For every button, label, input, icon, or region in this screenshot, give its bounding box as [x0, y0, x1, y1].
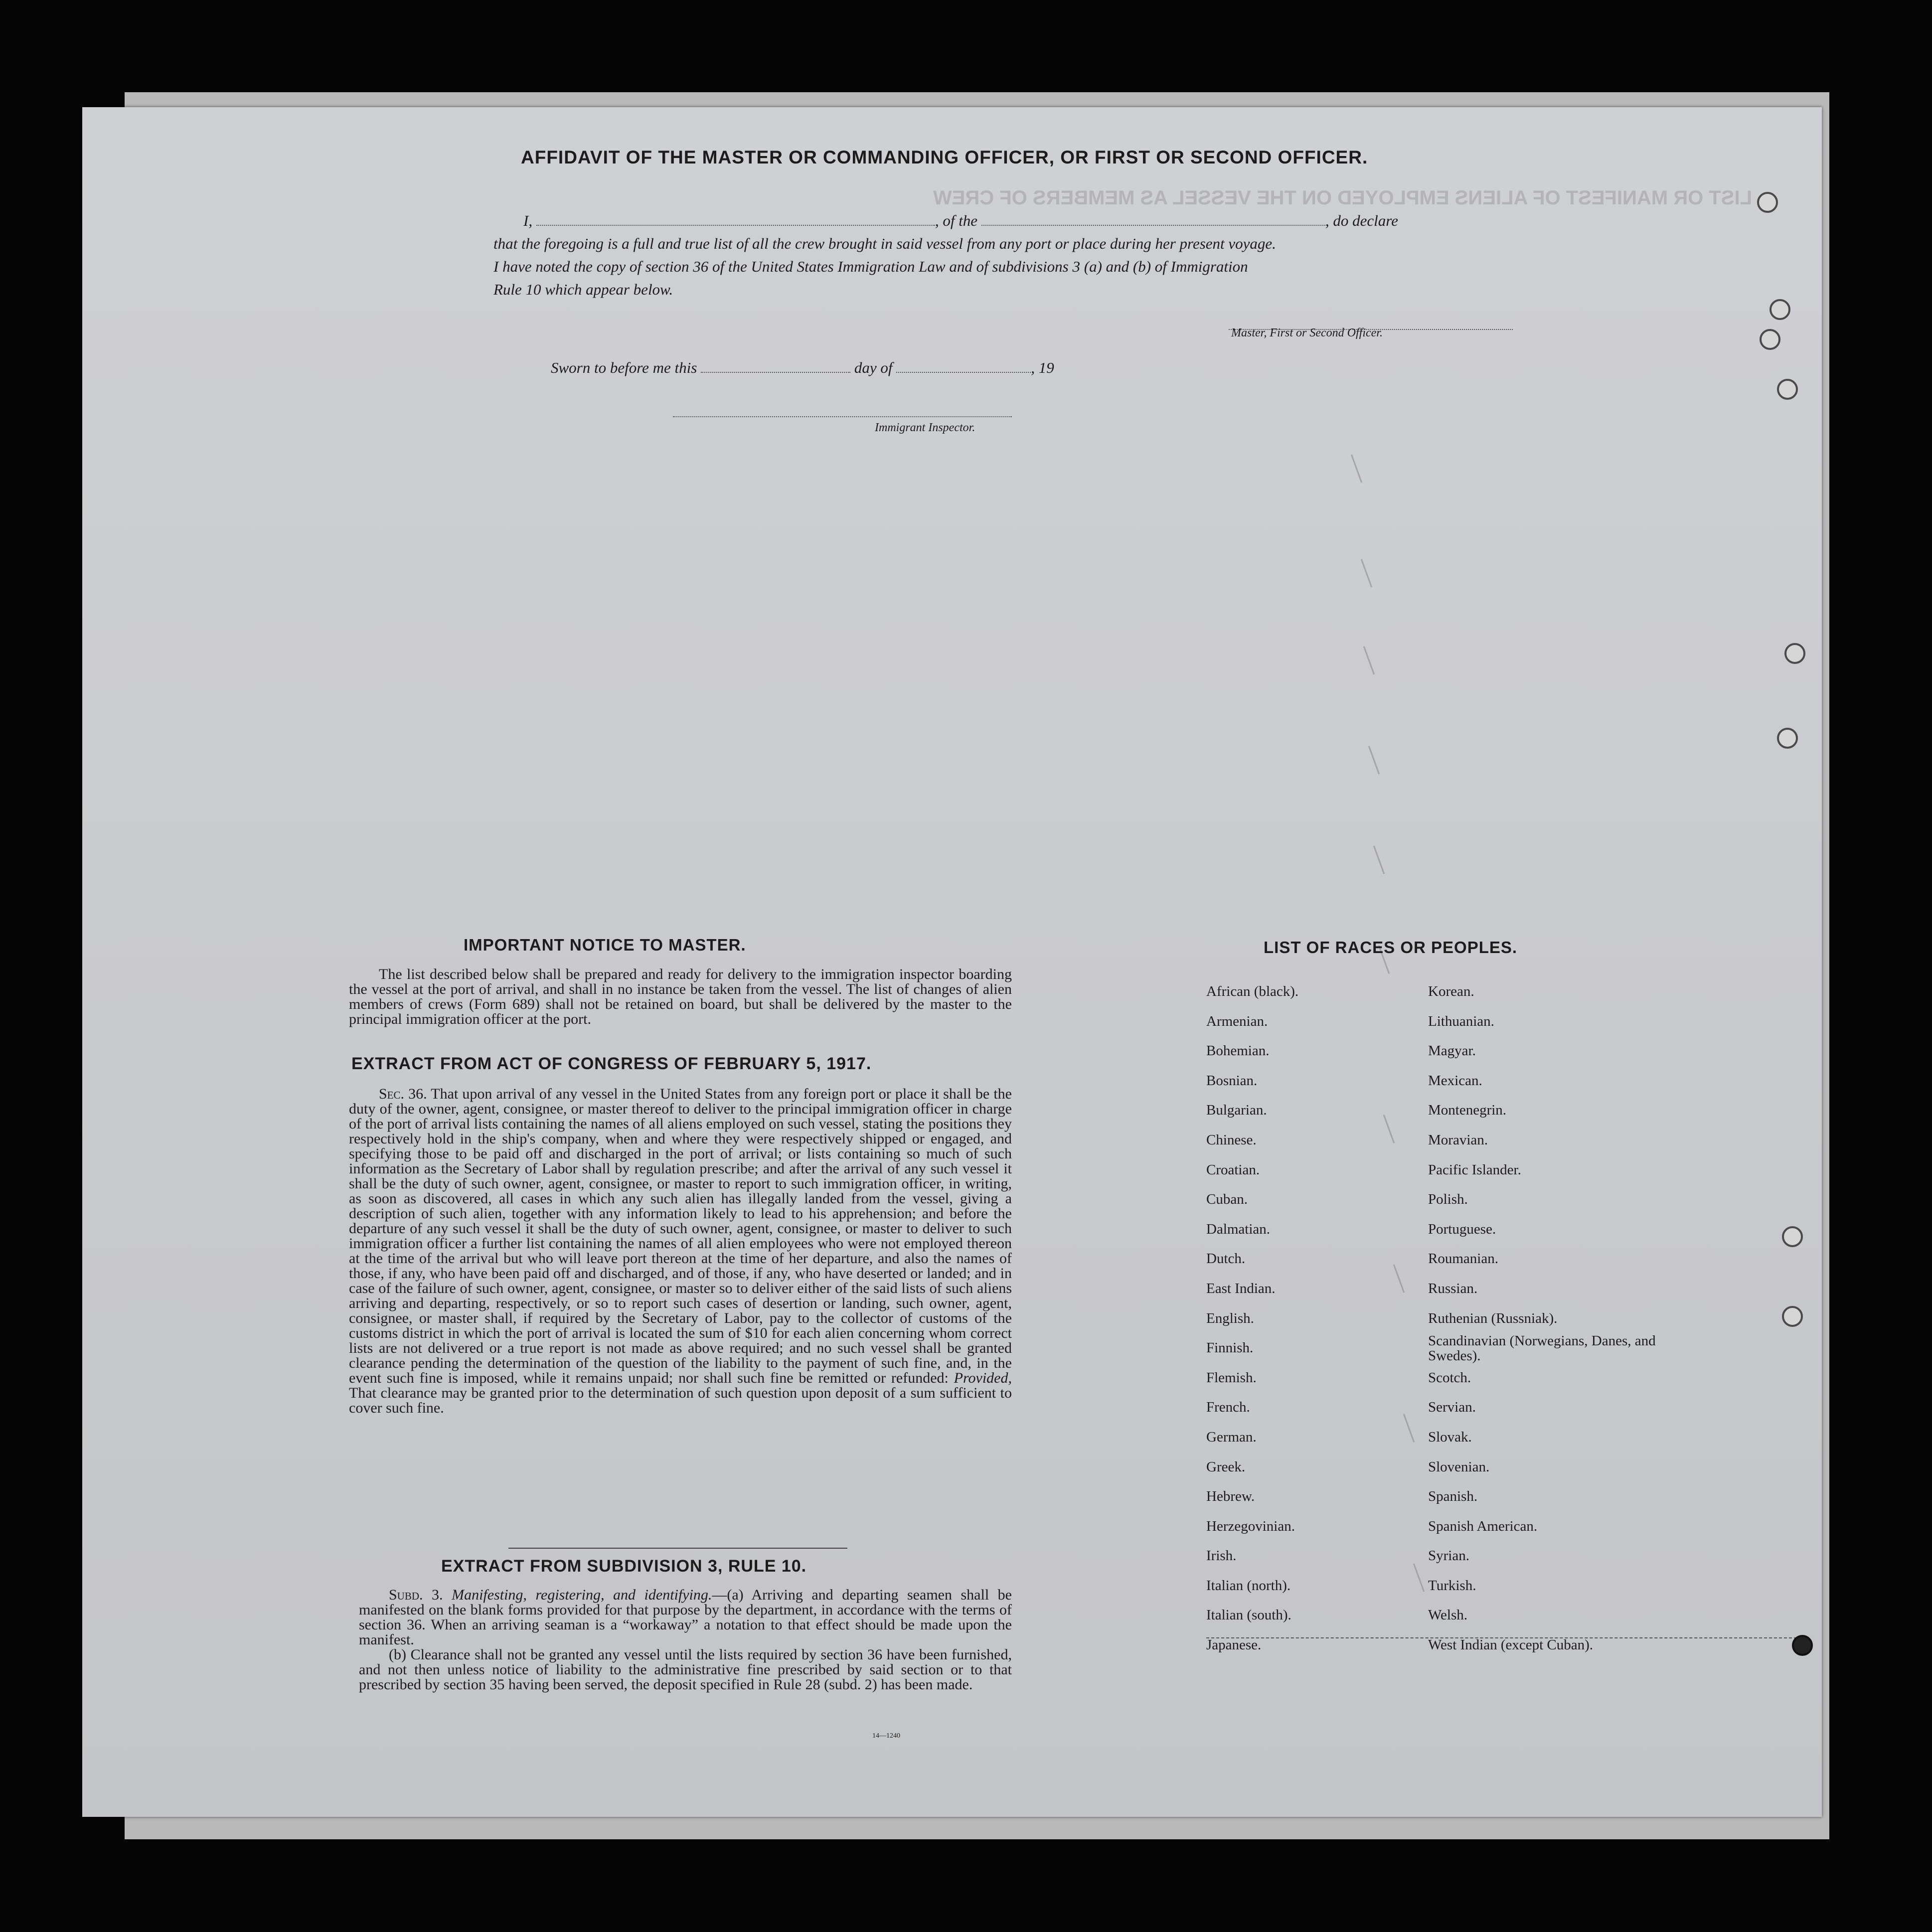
- section-divider: [508, 1548, 847, 1549]
- affidavit-i-label: I,: [523, 212, 533, 229]
- race-item: Korean.: [1428, 983, 1474, 999]
- punch-hole: [1782, 1226, 1803, 1247]
- notice-title: IMPORTANT NOTICE TO MASTER.: [464, 936, 746, 954]
- race-item: Dalmatian.: [1206, 1221, 1271, 1237]
- race-item: Italian (north).: [1206, 1577, 1291, 1594]
- race-item: Ruthenian (Russniak).: [1428, 1310, 1558, 1326]
- race-item: Herzegovinian.: [1206, 1518, 1295, 1534]
- race-item: Magyar.: [1428, 1043, 1476, 1059]
- race-item: Slovak.: [1428, 1429, 1472, 1445]
- act-extract-body: [349, 1087, 1012, 1416]
- affidavit-of-the-label: , of the: [935, 212, 978, 229]
- punch-hole: [1770, 299, 1790, 320]
- race-item: Irish.: [1206, 1548, 1237, 1564]
- affidavit-line-4: Rule 10 which appear below.: [493, 281, 673, 298]
- punch-hole: [1777, 728, 1798, 749]
- sworn-day-label: day of: [854, 359, 893, 376]
- proviso-text: That clearance may be granted prior to the determination of such question upon deposit of a sum sufficient to cover such fine.: [349, 1385, 1012, 1416]
- race-item: Bosnian.: [1206, 1072, 1258, 1089]
- race-item: Flemish.: [1206, 1369, 1257, 1386]
- race-item: West Indian (except Cuban).: [1428, 1637, 1594, 1653]
- race-item: Chinese.: [1206, 1131, 1257, 1148]
- race-item: Portuguese.: [1428, 1221, 1496, 1237]
- ghost-tick: [1351, 454, 1362, 483]
- race-item: Mexican.: [1428, 1072, 1482, 1089]
- section-36-text: That upon arrival of any vessel in the United States from any foreign port or place it shall be the duty of the owner, agent, consignee, or master thereof to deliver to the principal immigration officer in charge of the port of arrival lists containing the names of all aliens employed on such vessel, stating the positions they respectively hold in the ship's company, when and where they were respectively shipped or engaged, and specifying those to be paid off and discharged in the port of arrival; or lists containing so much of such information as the Secretary of Labor shall by regulation prescribe; and after the arrival of any such vessel it shall be the duty of such owner, agent, consignee, or master to report to such immigration officer, in writing, as soon as discovered, all cases in which any such alien has illegally landed from the vessel, giving a description of such alien, together with any information likely to lead to his apprehension; and before the departure of any such vessel it shall be the duty of such owner, agent, consignee, or master to deliver to such immigration officer a further list containing the names of all alien employees who were not employed thereon at the time of the arrival but who will leave port thereon at the time of her departure, and also the names of those, if any, who have been paid off and discharged, and of those, if any, who have deserted or landed; and in case of the failure of such owner, agent, consignee, or master so to deliver either of the said lists of such aliens arriving and departing, respectively, or so to report such cases of desertion or landing, such owner, agent, consignee, or master shall, if required by the Secretary of Labor, pay to the collector of customs of the customs district in which the port of arrival is located the sum of $10 for each alien concerning whom correct lists are not delivered or a true report is not made as above required; and no such vessel shall be granted clearance pending the determination of the question of the liability to the payment of such fine, and, in the event such fine is imposed, while it remains unpaid; nor shall such fine be remitted or refunded:: [349, 1086, 1012, 1386]
- race-item: Spanish American.: [1428, 1518, 1538, 1534]
- form-number: 14—1240: [872, 1732, 900, 1740]
- race-item: Armenian.: [1206, 1013, 1268, 1029]
- race-item: Russian.: [1428, 1280, 1478, 1296]
- punch-hole: [1782, 1306, 1803, 1327]
- subd-para-a: —(a) Arriving and departing seamen shall be manifested on the blank forms provided for that purpose by the department, in accordance with the terms of section 36. When an arriving seaman is a “workaway” a notation to that effect should be made upon the manifest.: [359, 1587, 1012, 1648]
- bleed-through-heading: LIST OR MANIFEST OF ALIENS EMPLOYED ON THE VESSEL AS MEMBERS OF CREW: [933, 187, 1752, 209]
- inspector-caption: Immigrant Inspector.: [875, 421, 975, 434]
- act-extract-title: EXTRACT FROM ACT OF CONGRESS OF FEBRUARY 5, 1917.: [351, 1054, 872, 1073]
- races-left-column: [1206, 977, 1416, 1660]
- ghost-tick: [1368, 746, 1380, 774]
- races-underline: [1206, 1637, 1797, 1638]
- race-item: English.: [1206, 1310, 1254, 1326]
- race-item: Cuban.: [1206, 1191, 1248, 1208]
- race-item: Finnish.: [1206, 1340, 1254, 1356]
- race-item: Welsh.: [1428, 1607, 1468, 1623]
- sworn-day-field[interactable]: [701, 372, 850, 373]
- ghost-tick: [1363, 646, 1375, 674]
- race-item: Croatian.: [1206, 1161, 1260, 1178]
- race-item: Turkish.: [1428, 1577, 1476, 1594]
- affidavit-line-2: that the foregoing is a full and true list of all the crew brought in said vessel from any port or place during her present voyage.: [493, 235, 1276, 252]
- affidavit-declaration: [493, 212, 1540, 299]
- race-item: Syrian.: [1428, 1548, 1469, 1564]
- races-right-column: [1428, 977, 1687, 1660]
- punch-hole: [1792, 1635, 1813, 1656]
- race-item: French.: [1206, 1399, 1250, 1416]
- affidavit-line-3: I have noted the copy of section 36 of the United States Immigration Law and of subdivisions 3 (a) and (b) of Immigration: [493, 258, 1248, 275]
- sworn-year-label: , 19: [1031, 359, 1054, 376]
- master-signature-caption: Master, First or Second Officer.: [1231, 326, 1383, 339]
- race-item: German.: [1206, 1429, 1257, 1445]
- punch-hole: [1760, 329, 1780, 350]
- section-36-label: Sec. 36.: [379, 1086, 427, 1102]
- affidavit-title: AFFIDAVIT OF THE MASTER OR COMMANDING OFFICER, OR FIRST OR SECOND OFFICER.: [521, 147, 1368, 167]
- vessel-name-field[interactable]: [981, 225, 1325, 226]
- subd-label: Subd. 3.: [389, 1587, 443, 1603]
- race-item: Hebrew.: [1206, 1488, 1255, 1505]
- race-item: East Indian.: [1206, 1280, 1276, 1296]
- race-item: Bulgarian.: [1206, 1102, 1267, 1119]
- punch-hole: [1757, 192, 1778, 213]
- punch-hole: [1777, 379, 1798, 400]
- race-item: Roumanian.: [1428, 1251, 1498, 1267]
- sworn-month-field[interactable]: [896, 372, 1031, 373]
- sworn-prefix-label: Sworn to before me this: [551, 359, 697, 376]
- race-item: Moravian.: [1428, 1131, 1488, 1148]
- race-item: Lithuanian.: [1428, 1013, 1494, 1029]
- notice-body: The list described below shall be prepared and ready for delivery to the immigration inspector boarding the vessel at the port of arrival, and shall in no instance be taken from the vessel. The list of changes of alien members of crews (Form 689) shall not be retained on board, but shall be delivered by the master to the principal immigration officer at the port.: [349, 966, 1012, 1027]
- rule-extract-body: [359, 1588, 1012, 1692]
- race-item: Bohemian.: [1206, 1043, 1270, 1059]
- race-item: Servian.: [1428, 1399, 1476, 1416]
- race-item: Japanese.: [1206, 1637, 1262, 1653]
- race-item: Dutch.: [1206, 1251, 1246, 1267]
- race-item: Scandinavian (Norwegians, Danes, and Swedes).: [1428, 1333, 1656, 1364]
- proviso-word: Provided,: [954, 1370, 1012, 1386]
- inspector-signature-line[interactable]: [673, 406, 1012, 417]
- ghost-tick: [1373, 845, 1385, 874]
- manifest-page: [82, 107, 1822, 1817]
- race-item: Scotch.: [1428, 1369, 1471, 1386]
- race-item: Spanish.: [1428, 1488, 1478, 1505]
- race-item: Italian (south).: [1206, 1607, 1291, 1623]
- race-item: Pacific Islander.: [1428, 1161, 1521, 1178]
- affidavit-declare-label: , do declare: [1325, 212, 1398, 229]
- race-item: Polish.: [1428, 1191, 1468, 1208]
- races-title: LIST OF RACES OR PEOPLES.: [1264, 938, 1518, 957]
- race-item: African (black).: [1206, 983, 1299, 999]
- subd-heading: Manifesting, registering, and identifying.: [452, 1587, 712, 1603]
- race-item: Greek.: [1206, 1458, 1246, 1475]
- sworn-statement: [551, 359, 1054, 377]
- race-item: Montenegrin.: [1428, 1102, 1507, 1119]
- race-item: Slovenian.: [1428, 1458, 1490, 1475]
- rule-extract-title: EXTRACT FROM SUBDIVISION 3, RULE 10.: [441, 1557, 807, 1576]
- punch-hole: [1784, 643, 1805, 664]
- subd-para-b: (b) Clearance shall not be granted any vessel until the lists required by section 36 have been furnished, and not then unless notice of liability to the administrative fine prescribed by said section or to that prescribed by section 35 having been served, the deposit specified in Rule 28 (subd. 2) has been made.: [359, 1646, 1012, 1693]
- officer-name-field[interactable]: [536, 225, 935, 226]
- ghost-tick: [1361, 559, 1372, 587]
